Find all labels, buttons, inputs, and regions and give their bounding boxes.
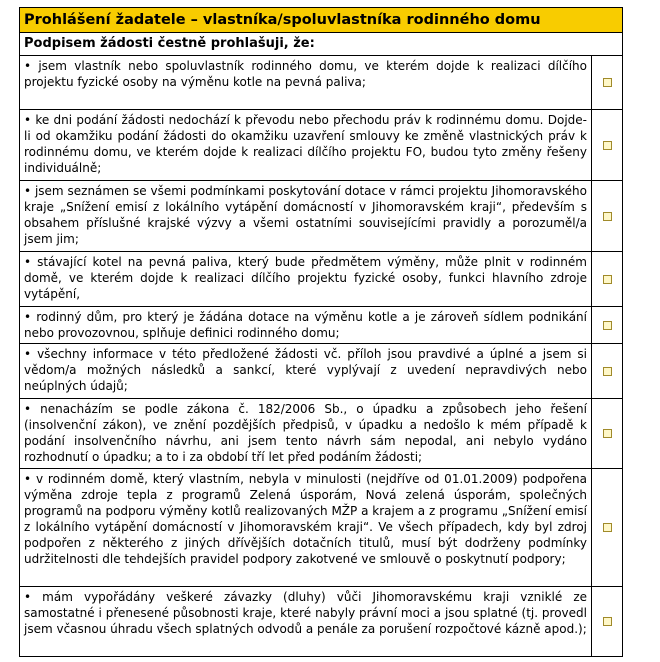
checkbox-cell-9 xyxy=(592,587,622,656)
checkbox-cell-6 xyxy=(592,344,622,398)
declaration-checkbox-4[interactable] xyxy=(603,275,612,284)
declaration-text-6: • všechny informace v této předložené žádosti vč. příloh jsou pravdivé a úplné a jsem si vědom/a možných následků a sankcí, které vyplývají z uvedení nepravdivých nebo neúplných údajů; xyxy=(20,344,592,398)
declaration-row-8 xyxy=(20,469,622,587)
declaration-row-2 xyxy=(20,110,622,181)
declaration-text-2: • ke dni podání žádosti nedochází k převodu nebo přechodu práv k rodinnému domu. Dojde-li od okamžiku podání žádosti do okamžiku uzavření smlouvy ke změně vlastnických práv k rodinnému domu, ve kterém dojde k realizaci dílčího projektu FO, budou tyto změny řešeny individuálně; xyxy=(20,110,592,180)
checkbox-cell-7 xyxy=(592,399,622,468)
declaration-row-1 xyxy=(20,56,622,110)
declaration-checkbox-3[interactable] xyxy=(603,212,612,221)
declaration-checkbox-8[interactable] xyxy=(603,523,612,532)
declaration-text-1: • jsem vlastník nebo spoluvlastník rodinného domu, ve kterém dojde k realizaci dílčího projektu fyzické osoby na výměnu kotle na pevná paliva; xyxy=(20,56,592,109)
declaration-row-6 xyxy=(20,344,622,399)
declaration-row-3 xyxy=(20,181,622,252)
form-subtitle: Podpisem žádosti čestně prohlašuji, že: xyxy=(20,33,622,56)
declaration-text-3: • jsem seznámen se všemi podmínkami poskytování dotace v rámci projektu Jihomoravského kraje „Snížení emisí z lokálního vytápění domácností v Jihomoravském kraji“, především s obsahem příslušné krajské výzvy a všemi ostatními souvisejícími pravidly a porozuměl/a jsem jim; xyxy=(20,181,592,251)
declaration-row-5 xyxy=(20,307,622,344)
checkbox-cell-5 xyxy=(592,307,622,343)
checkbox-cell-8 xyxy=(592,469,622,586)
checkbox-cell-3 xyxy=(592,181,622,251)
declaration-checkbox-2[interactable] xyxy=(603,141,612,150)
form-title: Prohlášení žadatele – vlastníka/spoluvlastníka rodinného domu xyxy=(20,8,622,33)
declaration-checkbox-7[interactable] xyxy=(603,429,612,438)
declaration-row-7 xyxy=(20,399,622,469)
declaration-checkbox-5[interactable] xyxy=(603,321,612,330)
checkbox-cell-4 xyxy=(592,252,622,306)
declaration-row-4 xyxy=(20,252,622,307)
checkbox-cell-2 xyxy=(592,110,622,180)
checkbox-cell-1 xyxy=(592,56,622,109)
declaration-checkbox-6[interactable] xyxy=(603,367,612,376)
declaration-checkbox-9[interactable] xyxy=(603,617,612,626)
declaration-text-5: • rodinný dům, pro který je žádána dotace na výměnu kotle a je zároveň sídlem podnikání nebo provozovnou, splňuje definici rodinného domu; xyxy=(20,307,592,343)
declaration-text-8: • v rodinném domě, který vlastním, nebyla v minulosti (nejdříve od 01.01.2009) podpořena výměna zdroje tepla z programů Zelená úsporám, Nová zelená úsporám, společných programů na podporu výměny kotlů realizovaných MŽP a krajem a z programu „Snížení emisí z lokálního vytápění domácností v Jihomoravském kraji“. Ve všech případech, kdy byl zdroj podpořen z některého z jiných dřívějších dotačních titulů, musí být dodrženy podmínky udržitelnosti dle tehdejších pravidel podpory zakotvené ve smlouvě o poskytnutí podpory; xyxy=(20,469,592,586)
declaration-row-9 xyxy=(20,587,622,656)
declaration-form xyxy=(19,7,623,657)
declaration-checkbox-1[interactable] xyxy=(603,78,612,87)
declaration-text-7: • nenacházím se podle zákona č. 182/2006 Sb., o úpadku a způsobech jeho řešení (insolvenční zákon), ve znění pozdějších předpisů, v úpadku a nedošlo k mém případě k podání insolvenčního návrhu, ani jsem tento návrh sám nepodal, ani nebylo vydáno rozhodnutí o úpadku; a to i za období tří let před podáním žádosti; xyxy=(20,399,592,468)
declaration-text-4: • stávající kotel na pevná paliva, který bude předmětem výměny, může plnit v rodinném domě, ve kterém dojde k realizaci dílčího projektu fyzické osoby, funkci hlavního zdroje vytápění, xyxy=(20,252,592,306)
declaration-text-9: • mám vypořádány veškeré závazky (dluhy) vůči Jihomoravskému kraji vzniklé ze samostatné i přenesené působnosti kraje, které nabyly právní moci a jsou splatné (tj. provedl jsem včasnou úhradu všech splatných odvodů a penále za porušení rozpočtové kázně apod.); xyxy=(20,587,592,656)
